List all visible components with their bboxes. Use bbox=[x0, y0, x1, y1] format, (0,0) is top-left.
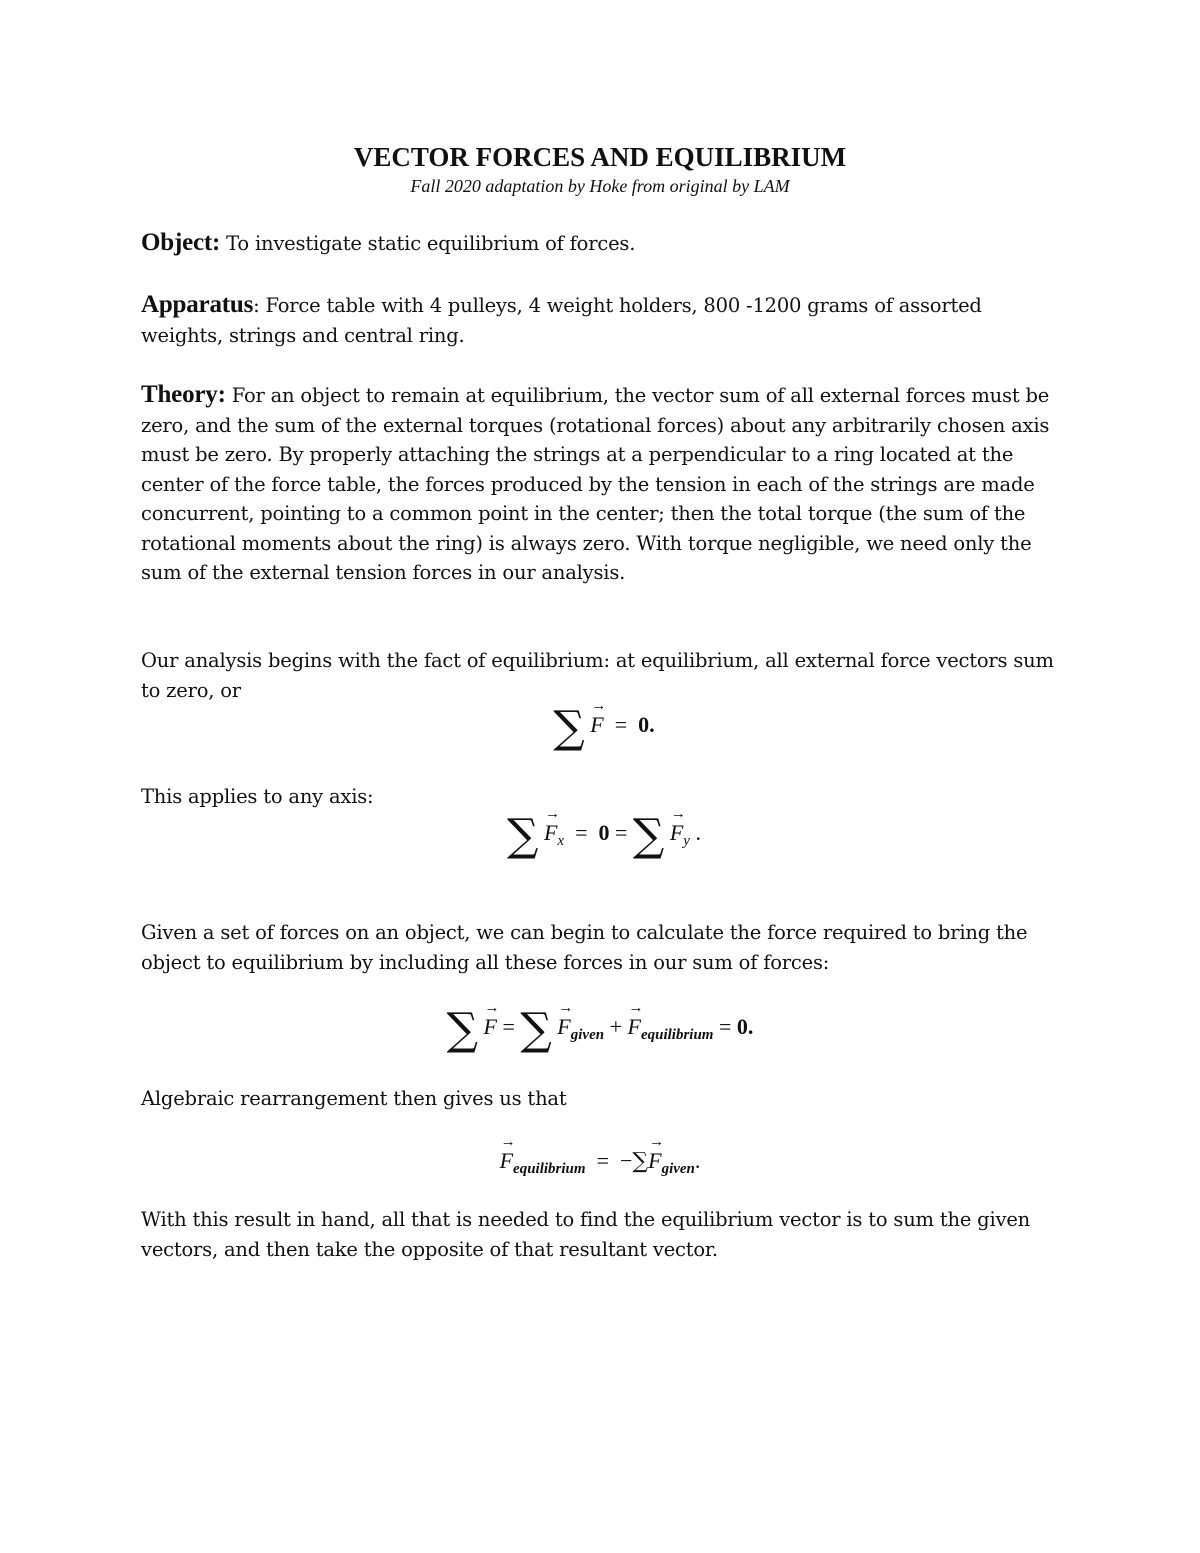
object-section bbox=[141, 228, 1061, 259]
equation-equilibrium-sum bbox=[0, 1004, 1200, 1055]
subscript-equilibrium: equilibrium bbox=[640, 1027, 714, 1043]
sigma-symbol: ∑ bbox=[632, 810, 665, 861]
force-vector: → F bbox=[670, 820, 683, 846]
force-vector: → F bbox=[484, 1014, 497, 1040]
apparatus-label: Apparatus bbox=[141, 291, 254, 318]
paragraph-4-text: Algebraic rearrangement then gives us that bbox=[141, 1087, 567, 1110]
force-vector: → F bbox=[544, 820, 557, 846]
sigma-symbol: ∑ bbox=[632, 1149, 649, 1174]
sigma-symbol: ∑ bbox=[520, 1004, 552, 1055]
sigma-symbol: ∑ bbox=[553, 702, 585, 753]
paragraph-5-text: With this result in hand, all that is needed to find the equilibrium vector is to sum the given vectors, and then take the opposite of that resultant vector. bbox=[141, 1208, 1031, 1261]
sigma-symbol: ∑ bbox=[507, 810, 539, 861]
period: . bbox=[694, 1148, 701, 1173]
paragraph-4 bbox=[141, 1084, 1061, 1114]
paragraph-2-text: This applies to any axis: bbox=[141, 785, 374, 808]
zero-value: 0 bbox=[598, 820, 610, 845]
theory-text: For an object to remain at equilibrium, the vector sum of all external forces must be zero, and the sum of the external torques (rotational forces) about any arbitrarily chosen axis must be zero. By properly attaching the strings at a perpendicular to a ring located at the center of the force table, the forces produced by the tension in each of the strings are made concurrent, pointing to a common point in the center; then the total torque (the sum of the rotational moments about the ring) is always zero. With torque negligible, we need only the sum of the external tension forces in our analysis. bbox=[141, 384, 1050, 584]
force-vector: → F bbox=[557, 1014, 570, 1040]
force-vector: → F bbox=[628, 1014, 641, 1040]
force-vector: → F bbox=[648, 1148, 661, 1174]
equals-sign: = bbox=[718, 1014, 732, 1039]
subscript-equilibrium: equilibrium bbox=[513, 1161, 586, 1177]
period: . bbox=[747, 1014, 754, 1039]
equation-sum-forces bbox=[0, 702, 1200, 753]
apparatus-text: : Force table with 4 pulleys, 4 weight holders, 800 -1200 grams of assorted weights, strings and central ring. bbox=[141, 294, 982, 347]
equals-sign: = bbox=[596, 1148, 609, 1173]
equals-sign: = bbox=[615, 820, 628, 845]
equals-sign: = bbox=[502, 1014, 515, 1039]
subscript-x: x bbox=[557, 833, 565, 849]
paragraph-5 bbox=[141, 1205, 1061, 1264]
subscript-y: y bbox=[683, 833, 690, 849]
subscript-given: given bbox=[570, 1027, 605, 1043]
document-subtitle: Fall 2020 adaptation by Hoke from original by LAM bbox=[410, 176, 790, 196]
object-text: To investigate static equilibrium of forces. bbox=[220, 232, 636, 255]
plus-sign: + bbox=[609, 1014, 622, 1039]
period: . bbox=[695, 820, 701, 845]
paragraph-3 bbox=[141, 918, 1061, 977]
sigma-symbol: ∑ bbox=[446, 1004, 478, 1055]
zero-value: 0 bbox=[736, 1014, 748, 1039]
apparatus-section bbox=[141, 290, 1061, 350]
force-vector: → F bbox=[500, 1148, 513, 1174]
equals-sign: = bbox=[575, 820, 588, 845]
force-vector: → F bbox=[590, 712, 603, 738]
paragraph-1-text: Our analysis begins with the fact of equilibrium: at equilibrium, all external force vectors sum to zero, or bbox=[141, 649, 1054, 702]
paragraph-2 bbox=[141, 782, 1061, 812]
equation-equilibrium-vector bbox=[0, 1148, 1200, 1178]
theory-label: Theory: bbox=[141, 381, 226, 408]
theory-section bbox=[141, 380, 1061, 588]
zero-value: 0 bbox=[638, 712, 650, 737]
equals-sign: = bbox=[614, 712, 628, 737]
object-label: Object: bbox=[141, 229, 221, 256]
equation-axis-components bbox=[0, 810, 1200, 861]
paragraph-3-text: Given a set of forces on an object, we can begin to calculate the force required to bring the object to equilibrium by including all these forces in our sum of forces: bbox=[141, 921, 1028, 974]
paragraph-1 bbox=[141, 646, 1061, 705]
period: . bbox=[649, 712, 655, 737]
document-title: VECTOR FORCES AND EQUILIBRIUM bbox=[353, 142, 847, 172]
minus-sign: − bbox=[619, 1148, 633, 1173]
subscript-given: given bbox=[661, 1161, 695, 1177]
